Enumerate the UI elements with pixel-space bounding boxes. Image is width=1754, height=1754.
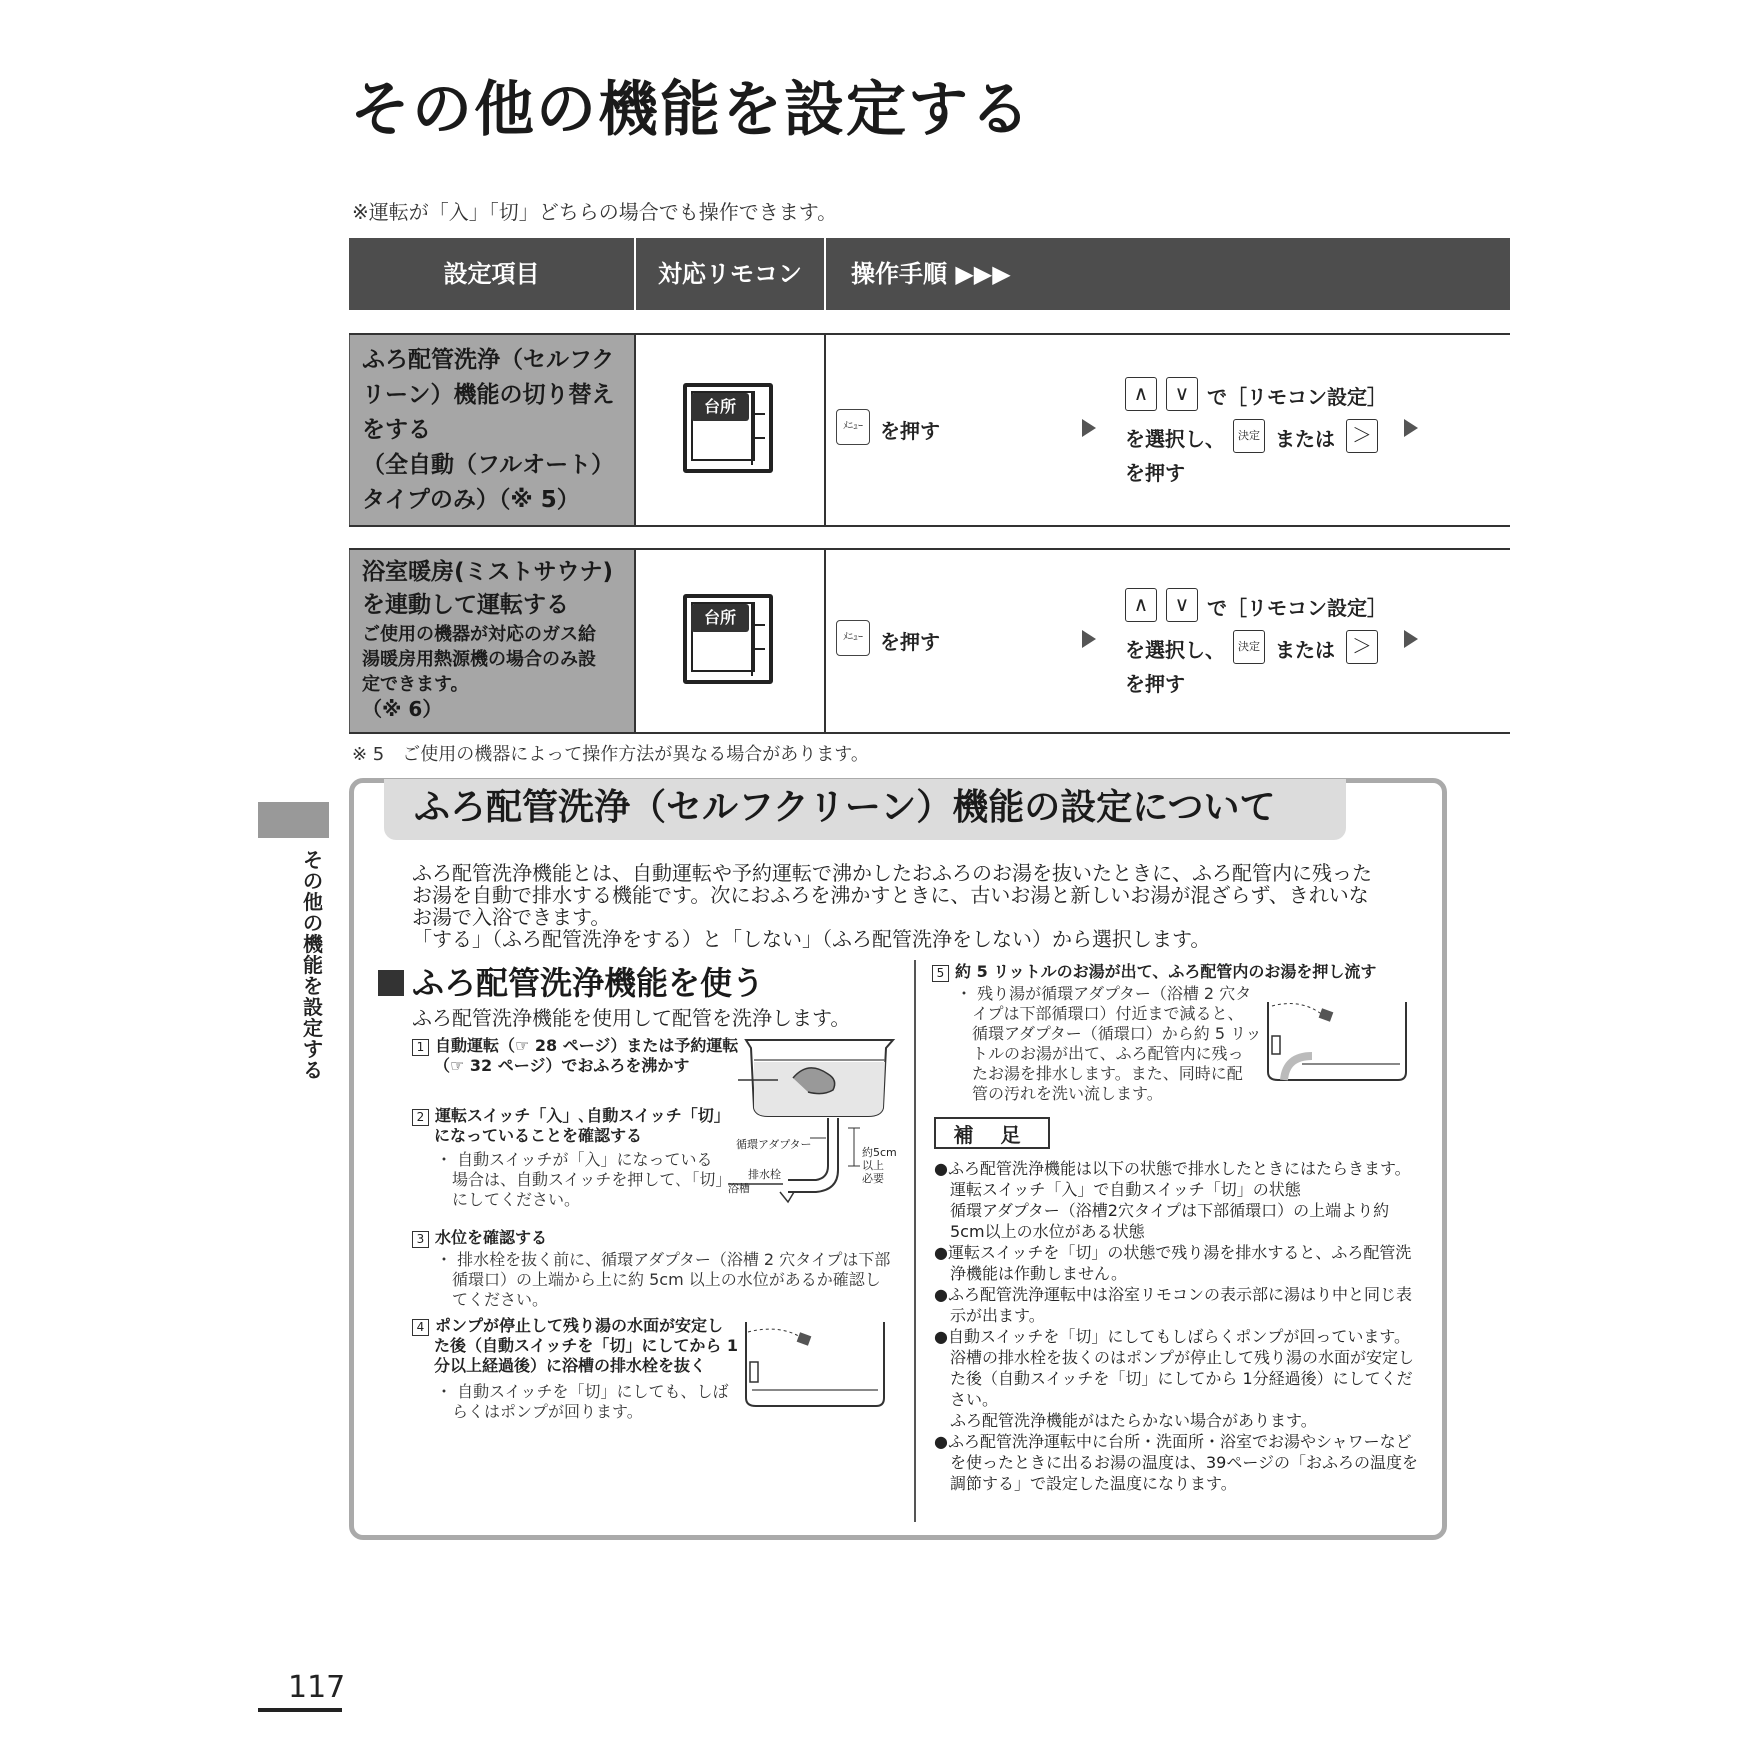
- step2-line2a: を選択し、: [1125, 638, 1225, 662]
- note-item: 循環アダプター（浴槽2穴タイプは下部循環口）の上端より約 5cm以上の水位がある状態: [950, 1201, 1390, 1241]
- enter-key-icon: 決定: [1233, 419, 1265, 453]
- supplement-label: 補 足: [934, 1117, 1050, 1149]
- column-divider: [824, 335, 826, 525]
- row-label: [349, 550, 634, 732]
- up-key-icon: ∧: [1125, 377, 1157, 411]
- flush-bathtub-illustration: [1262, 998, 1412, 1082]
- detail-line: イプは下部循環口）付近まで減ると、: [956, 1004, 1244, 1023]
- detail-line: ・ 残り湯が循環アダプター（浴槽 2 穴タ: [956, 984, 1252, 1003]
- menu-button-icon: ﾒﾆｭｰ: [836, 409, 870, 445]
- depth-line: 必要: [862, 1172, 884, 1185]
- kitchen-remote-icon: [683, 594, 773, 684]
- para-line: ふろ配管洗浄機能とは、自動運転や予約運転で沸かしたおふろのお湯を抜いたときに、ふろ配管内に残った: [412, 861, 1372, 885]
- step-line: 水位を確認する: [435, 1228, 548, 1247]
- label-line: ふろ配管洗浄（セルフク: [362, 347, 615, 373]
- arrow-right-icon: [1082, 419, 1096, 437]
- remote-label: 台所: [691, 604, 749, 632]
- remote-label: 台所: [691, 393, 749, 421]
- header-procedure: 操作手順 ▶▶▶: [851, 260, 1011, 288]
- step-line: （☞ 32 ページ）でおふろを沸かす: [434, 1056, 690, 1075]
- step2-line2a: を選択し、: [1125, 427, 1225, 451]
- square-bullet-icon: [378, 970, 404, 996]
- adapter-label: 循環アダプター: [736, 1138, 812, 1151]
- column-divider: [634, 550, 636, 732]
- column-divider: [914, 960, 916, 1522]
- header-setting-item: 設定項目: [443, 260, 540, 288]
- note-item: 運転スイッチ「入」で自動スイッチ「切」の状態: [950, 1180, 1301, 1199]
- right-key-icon: ＞: [1346, 630, 1378, 664]
- detail-line: ・ 自動スイッチを「切」にしても、しば: [436, 1382, 729, 1401]
- page-number-underline: [258, 1708, 342, 1712]
- header-remote: 対応リモコン: [658, 260, 802, 288]
- sub-heading: [378, 958, 764, 1004]
- step-3: [412, 1228, 547, 1248]
- step-2-details: [436, 1150, 731, 1210]
- note-item: ●ふろ配管洗浄機能は以下の状態で排水したときにはたらきます。: [934, 1159, 1411, 1178]
- sub-description: ふろ配管洗浄機能を使用して配管を洗浄します。: [412, 1006, 851, 1030]
- right-key-icon: ＞: [1346, 419, 1378, 453]
- side-label: その他の機能を設定する: [303, 848, 323, 1082]
- step-number: 2: [412, 1109, 429, 1126]
- step-line: ポンプが停止して残り湯の水面が安定し: [435, 1316, 724, 1335]
- note-item: ●自動スイッチを「切」にしてもしばらくポンプが回っています。: [934, 1327, 1411, 1346]
- label-note-line: ご使用の機器が対応のガス給: [362, 624, 596, 645]
- info-paragraph: [412, 862, 1422, 950]
- depth-line: 以上: [862, 1159, 884, 1172]
- enter-key-icon: 決定: [1233, 630, 1265, 664]
- step2-line2b: または: [1275, 638, 1335, 662]
- step-line: た後（自動スイッチを「切」にしてから 1: [434, 1336, 739, 1355]
- para-line: 「する」（ふろ配管洗浄をする）と「しない」（ふろ配管洗浄をしない）から選択します。: [412, 927, 1211, 951]
- step-5: [932, 962, 1376, 982]
- arrow-right-icon: [1404, 419, 1418, 437]
- step-number: 5: [932, 965, 949, 982]
- label-line: （全自動（フルオート）: [362, 452, 615, 478]
- up-key-icon: ∧: [1125, 588, 1157, 622]
- step1-text: を押す: [880, 630, 940, 654]
- step2-line1: で［リモコン設定］: [1207, 596, 1387, 620]
- step-number: 1: [412, 1039, 429, 1056]
- step-3-details: [436, 1250, 890, 1310]
- step2-line3: を押す: [1125, 461, 1185, 485]
- detail-line: 管の汚れを洗い流します。: [956, 1084, 1163, 1103]
- step-line: 約 5 リットルのお湯が出て、ふろ配管内のお湯を押し流す: [955, 962, 1377, 981]
- step-line: になっていることを確認する: [434, 1126, 643, 1145]
- para-line: お湯を自動で排水する機能です。次におふろを沸かすときに、古いお湯と新しいお湯が混ざらず、きれいな: [412, 883, 1369, 907]
- step-line: 運転スイッチ「入」､自動スイッチ「切」: [435, 1106, 730, 1125]
- page-number: 117: [288, 1670, 346, 1705]
- detail-line: らくはポンプが回ります。: [436, 1402, 643, 1421]
- table-header: [349, 238, 1510, 310]
- kitchen-remote-icon: [683, 383, 773, 473]
- depth-line: 約5cm: [862, 1146, 897, 1159]
- detail-line: トルのお湯が出て、ふろ配管内に残っ: [956, 1044, 1244, 1063]
- supplement-notes: [934, 1158, 1424, 1494]
- detail-line: 循環アダプター（循環口）から約 5 リッ: [956, 1024, 1262, 1043]
- step-4: [412, 1316, 738, 1376]
- label-note-ref: （※ 6）: [362, 697, 443, 721]
- step-line: 自動運転（☞ 28 ページ）または予約運転: [435, 1036, 739, 1055]
- label-line: をする: [362, 417, 431, 443]
- column-divider: [634, 335, 636, 525]
- note-item: ●ふろ配管洗浄運転中は浴室リモコンの表示部に湯はり中と同じ表示が出ます。: [934, 1285, 1412, 1325]
- step2-line2b: または: [1275, 427, 1335, 451]
- detail-line: ・ 排水栓を抜く前に、循環アダプター（浴槽 2 穴タイプは下部: [436, 1250, 891, 1269]
- label-line: リーン）機能の切り替え: [362, 382, 615, 408]
- step-number: 4: [412, 1319, 429, 1336]
- down-key-icon: ∨: [1166, 377, 1198, 411]
- detail-line: ・ 自動スイッチが「入」になっている: [436, 1150, 713, 1169]
- step1-text: を押す: [880, 419, 940, 443]
- drain-bathtub-illustration: [740, 1318, 890, 1408]
- step-5-details: [956, 984, 1261, 1104]
- row-label: [349, 335, 634, 525]
- sub-heading-text: ふろ配管洗浄機能を使う: [412, 964, 765, 1002]
- step-4-details: [436, 1382, 728, 1422]
- menu-button-icon: ﾒﾆｭｰ: [836, 620, 870, 656]
- detail-line: たお湯を排水します。また、同時に配: [956, 1064, 1243, 1083]
- depth-label: [862, 1146, 897, 1185]
- setting-row-bath-heater: [349, 548, 1510, 734]
- detail-line: にしてください。: [436, 1190, 581, 1209]
- label-line: を連動して運転する: [362, 592, 569, 618]
- page-title: その他の機能を設定する: [350, 75, 1032, 145]
- header-divider: [824, 238, 826, 310]
- step-2: [412, 1106, 730, 1146]
- detail-line: てください。: [436, 1290, 549, 1309]
- note-item: ●運転スイッチを「切」の状態で残り湯を排水すると、ふろ配管洗浄機能は作動しません。: [934, 1243, 1412, 1283]
- step2-line1: で［リモコン設定］: [1207, 385, 1387, 409]
- note-item: ●ふろ配管洗浄運転中に台所・洗面所・浴室でお湯やシャワーなどを使ったときに出るお湯の温度は、39ページの「おふろの温度を調節する」で設定した温度になります。: [934, 1432, 1419, 1493]
- intro-note: ※運転が「入」「切」どちらの場合でも操作できます。: [352, 200, 838, 224]
- setting-row-self-clean: [349, 333, 1510, 527]
- para-line: お湯で入浴できます。: [412, 905, 611, 929]
- arrow-right-icon: [1082, 630, 1096, 648]
- tub-label: 浴槽: [728, 1182, 750, 1195]
- column-divider: [824, 550, 826, 732]
- label-line: タイプのみ）（※ 5）: [362, 487, 580, 513]
- label-note-line: 定できます。: [362, 674, 469, 695]
- step-1: [412, 1036, 738, 1076]
- label-line: 浴室暖房(ミストサウナ): [362, 559, 614, 585]
- info-title: ふろ配管洗浄（セルフクリーン）機能の設定について: [384, 779, 1346, 840]
- arrow-right-icon: [1404, 630, 1418, 648]
- step2-line3: を押す: [1125, 672, 1185, 696]
- footnote-5: ※ 5 ご使用の機器によって操作方法が異なる場合があります。: [352, 744, 869, 765]
- step-number: 3: [412, 1231, 429, 1248]
- note-item: 浴槽の排水栓を抜くのはポンプが停止して残り湯の水面が安定した後（自動スイッチを「切」にしてから 1分経過後）にしてください。: [950, 1348, 1415, 1409]
- label-note-line: 湯暖房用熱源機の場合のみ設: [362, 649, 596, 670]
- note-item: ふろ配管洗浄機能がはたらかない場合があります。: [950, 1411, 1317, 1430]
- detail-line: 循環口）の上端から上に約 5cm 以上の水位があるか確認し: [436, 1270, 881, 1289]
- side-tab: [258, 802, 329, 838]
- bathtub-illustration: [738, 1030, 900, 1122]
- down-key-icon: ∨: [1166, 588, 1198, 622]
- step-line: 分以上経過後）に浴槽の排水栓を抜く: [434, 1356, 707, 1375]
- detail-line: 場合は、自動スイッチを押して､「切」: [436, 1170, 732, 1189]
- drain-plug-label: 排水栓: [748, 1168, 781, 1181]
